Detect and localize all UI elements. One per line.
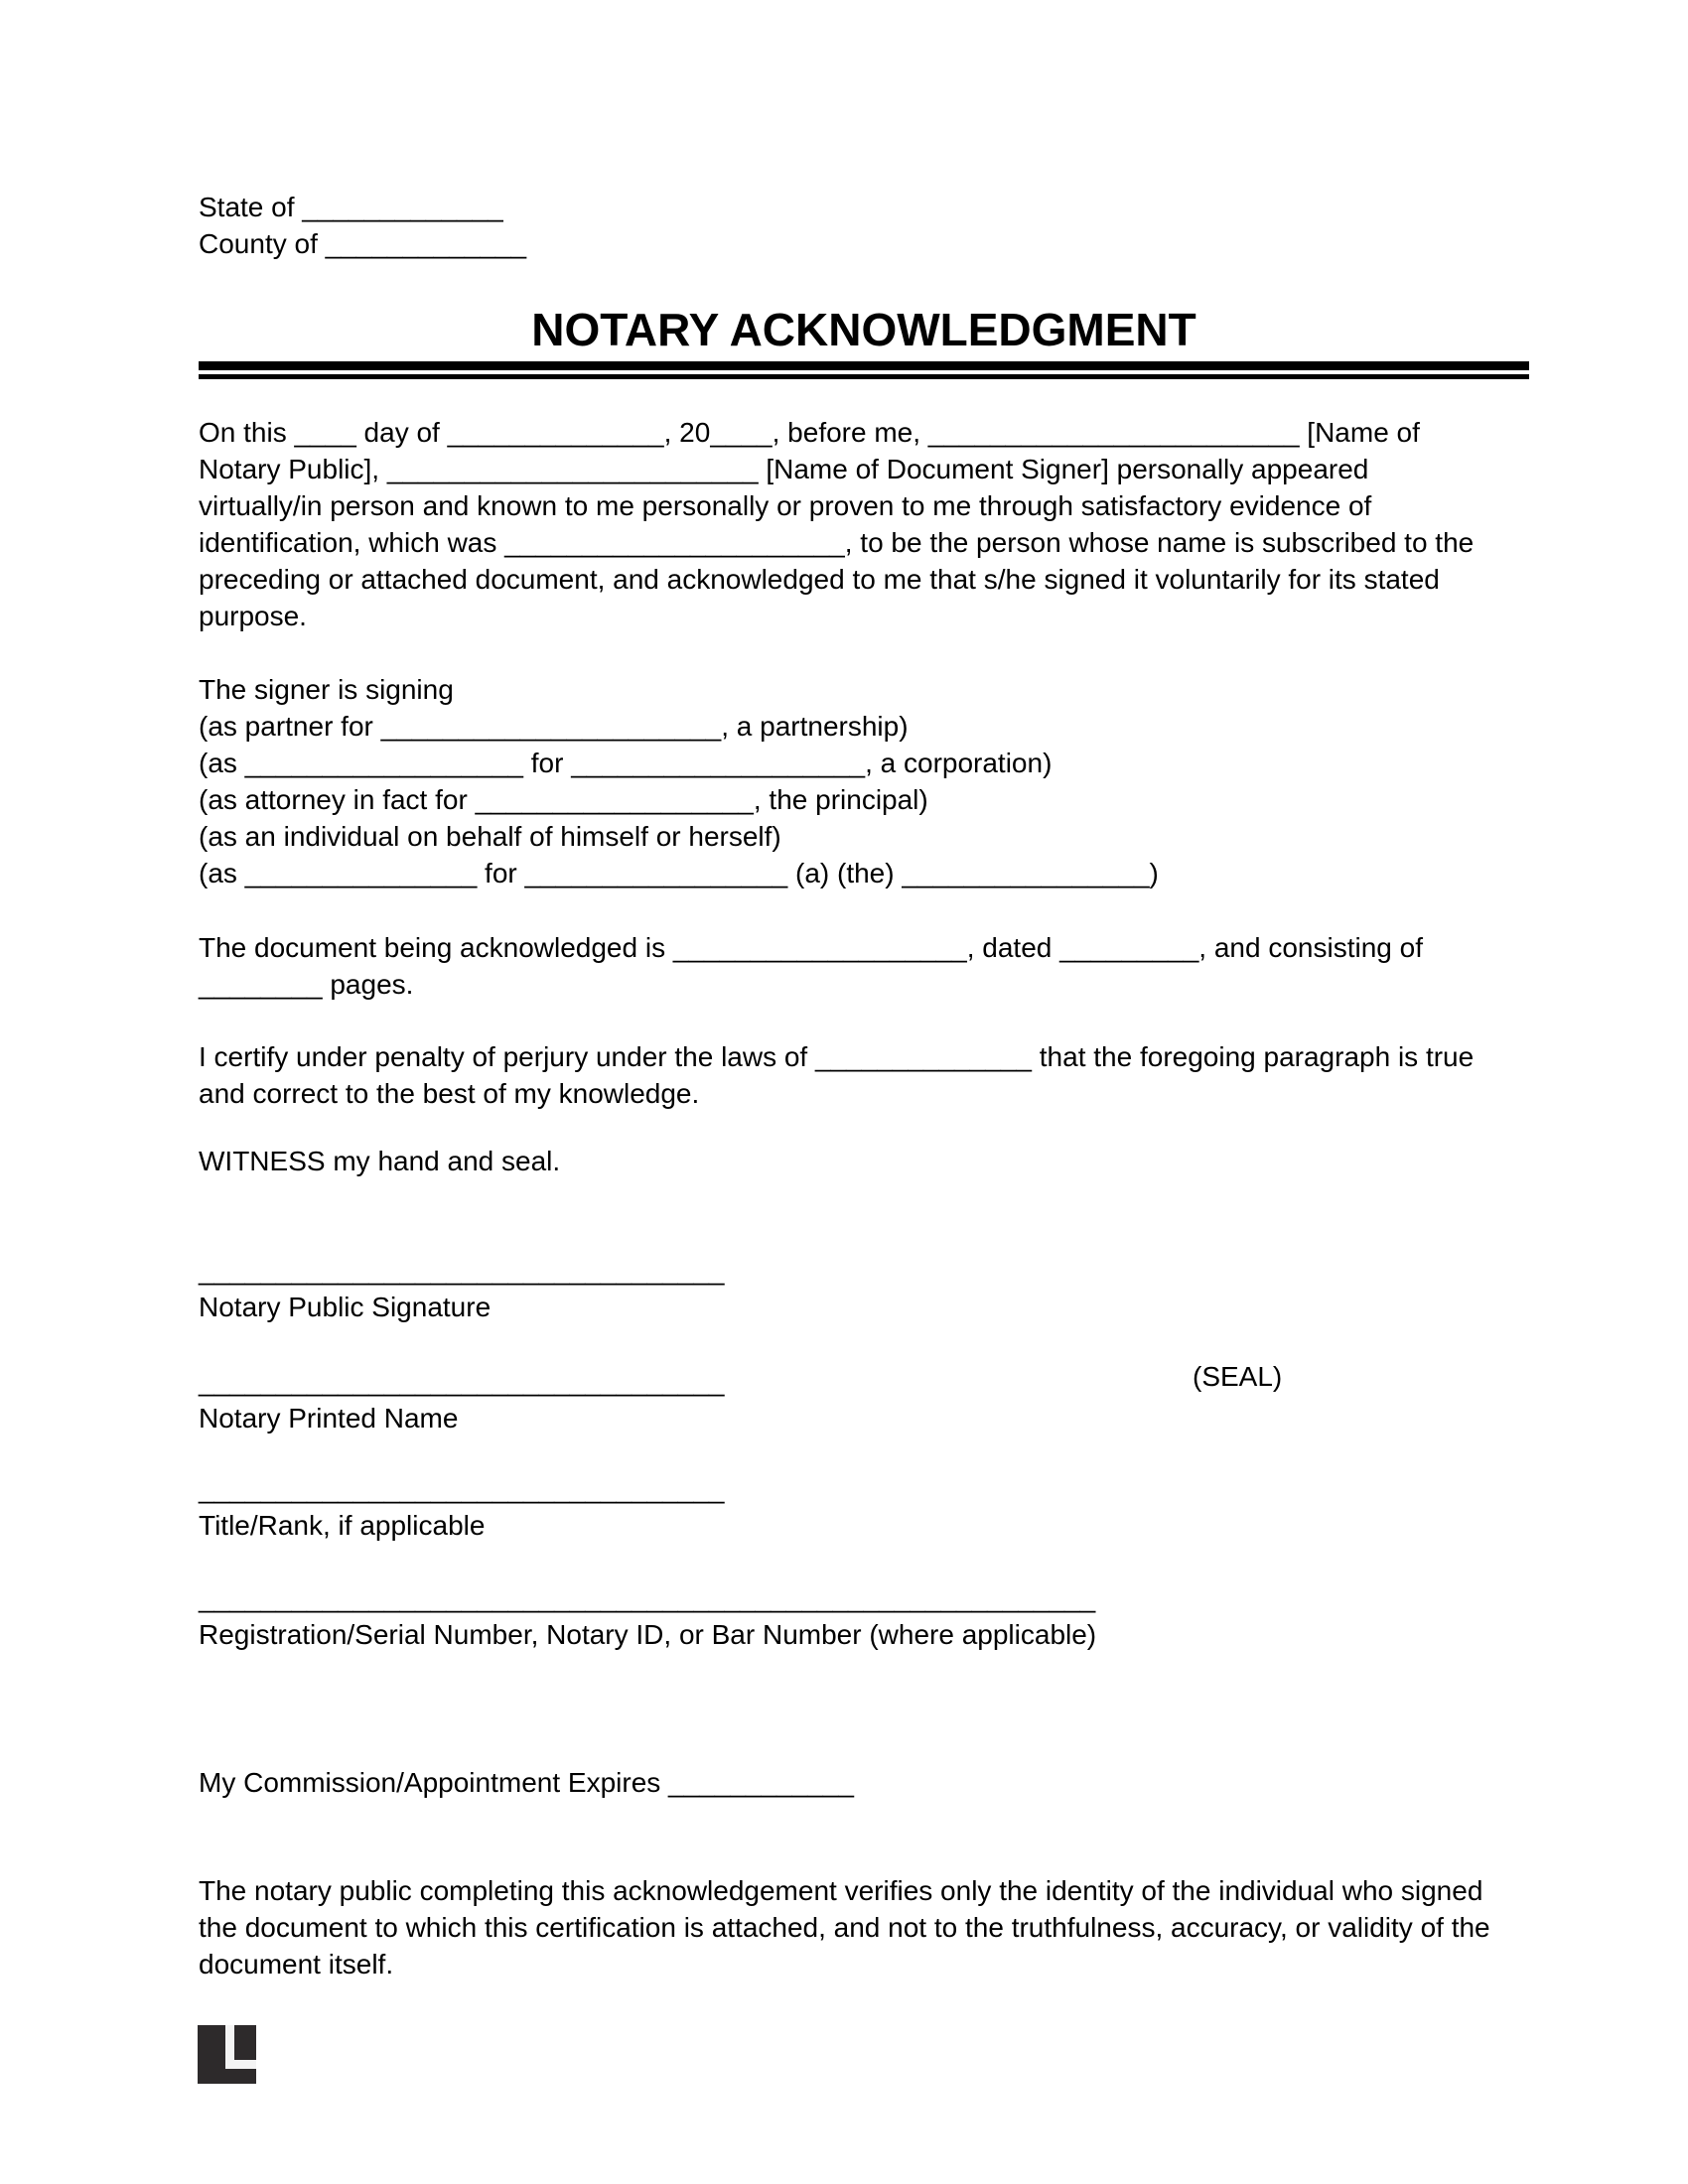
signer-individual-line: (as an individual on behalf of himself or herself) <box>199 821 781 852</box>
signer-corporation-line: (as __________________ for ___________________, a corporation) <box>199 748 1053 778</box>
intro-line-1: On this ____ day of ______________, 20____, before me, ________________________ [Name of <box>199 417 1420 448</box>
signer-partnership-line: (as partner for ______________________, a partnership) <box>199 711 909 742</box>
commission-expires-line: My Commission/Appointment Expires ____________ <box>199 1767 854 1798</box>
witness-line: WITNESS my hand and seal. <box>199 1146 561 1176</box>
document-line-1: The document being acknowledged is ___________________, dated _________, and consisting of <box>199 932 1423 963</box>
document-line-2: ________ pages. <box>199 969 414 1000</box>
page-title: NOTARY ACKNOWLEDGMENT <box>531 304 1196 355</box>
intro-line-5: preceding or attached document, and acknowledged to me that s/he signed it voluntarily for its stated <box>199 564 1440 595</box>
certification-line-1: I certify under penalty of perjury under the laws of ______________ that the foregoing paragraph is true <box>199 1041 1475 1072</box>
intro-paragraph <box>199 414 1474 634</box>
document-acknowledged-paragraph <box>199 929 1423 1003</box>
title-rank-label: Title/Rank, if applicable <box>199 1510 486 1541</box>
notary-signature-block <box>199 1252 724 1325</box>
title-rule-thick <box>199 361 1529 370</box>
seal-label: (SEAL) <box>1193 1361 1283 1392</box>
title-rank-block <box>199 1470 724 1544</box>
state-county-block <box>199 189 526 262</box>
disclaimer-line-2: the document to which this certification is attached, and not to the truthfulness, accuracy, or validity of the <box>199 1912 1490 1943</box>
certification-paragraph <box>199 1038 1474 1112</box>
intro-line-3: virtually/in person and known to me personally or proven to me through satisfactory evidence of <box>199 490 1372 521</box>
registration-label: Registration/Serial Number, Notary ID, or Bar Number (where applicable) <box>199 1619 1097 1650</box>
logo-l-mark-horizontal <box>225 2060 256 2068</box>
state-of-line: State of _____________ <box>199 192 503 222</box>
notary-printed-name-label: Notary Printed Name <box>199 1403 459 1433</box>
signer-other-line: (as _______________ for _________________ (a) (the) ________________) <box>199 858 1159 888</box>
intro-line-4: identification, which was ______________________, to be the person whose name is subscribed to the <box>199 527 1475 558</box>
title-rank-underline: __________________________________ <box>199 1473 725 1504</box>
county-of-line: County of _____________ <box>199 228 527 259</box>
notary-signature-label: Notary Public Signature <box>199 1292 492 1322</box>
signer-heading: The signer is signing <box>199 674 454 705</box>
intro-line-2: Notary Public], ________________________ [Name of Document Signer] personally appeared <box>199 454 1369 484</box>
notary-printed-name-underline: __________________________________ <box>199 1366 725 1397</box>
notary-signature-underline: __________________________________ <box>199 1255 725 1286</box>
disclaimer-paragraph <box>199 1872 1490 1982</box>
certification-line-2: and correct to the best of my knowledge. <box>199 1078 700 1109</box>
signer-attorney-line: (as attorney in fact for __________________, the principal) <box>199 784 928 815</box>
signer-capacity-section <box>199 671 1159 891</box>
disclaimer-line-1: The notary public completing this acknowledgement verifies only the identity of the individual who signed <box>199 1875 1483 1906</box>
title-rule-thin <box>199 374 1529 379</box>
registration-underline: __________________________________________________________ <box>199 1582 1096 1613</box>
notary-printed-name-block <box>199 1363 724 1436</box>
registration-number-block <box>199 1579 1096 1653</box>
intro-line-6: purpose. <box>199 601 307 631</box>
legal-templates-logo-icon <box>198 2025 256 2084</box>
disclaimer-line-3: document itself. <box>199 1949 394 1979</box>
